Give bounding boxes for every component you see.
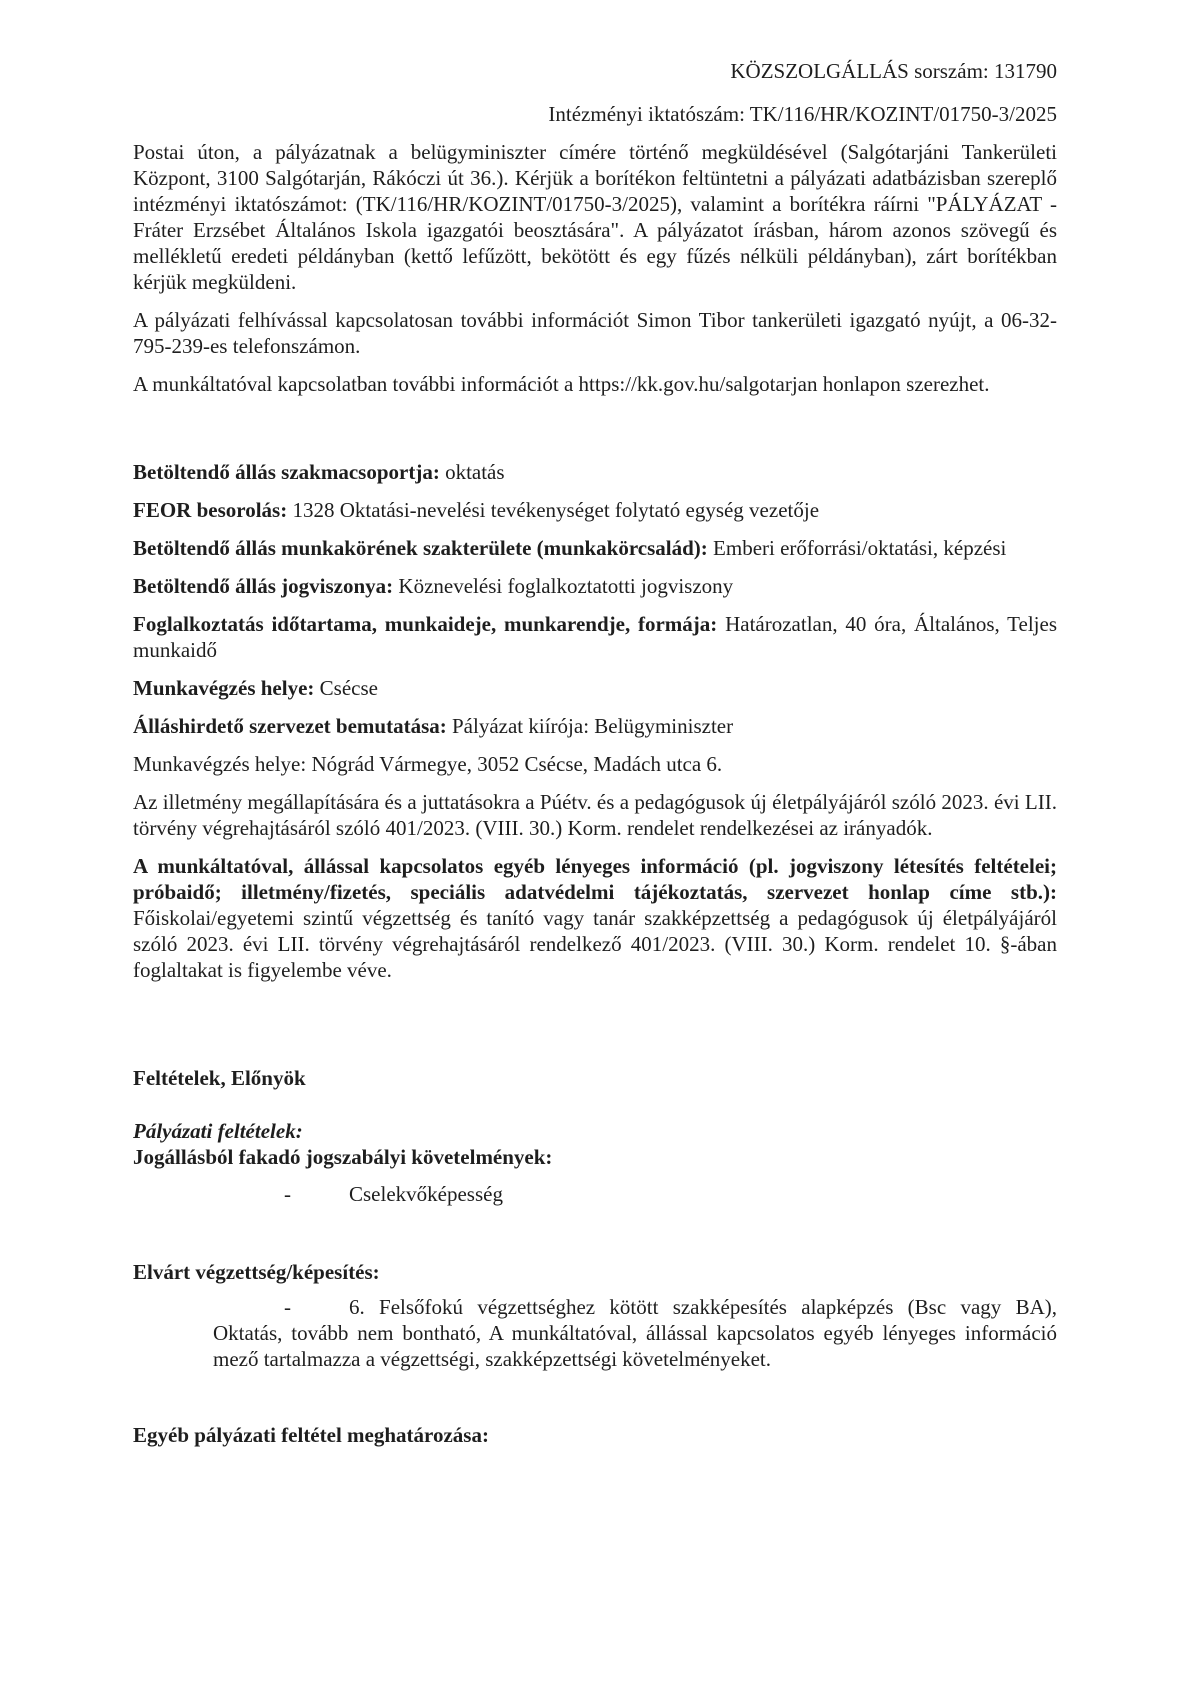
detail-row-work-location — [133, 675, 1057, 701]
detail-label: Álláshirdető szervezet bemutatása: — [133, 714, 447, 738]
detail-row-legal-relationship — [133, 573, 1057, 599]
detail-label: Munkavégzés helye: — [133, 676, 315, 700]
detail-row-advertiser — [133, 713, 1057, 739]
detail-label: Betöltendő állás jogviszonya: — [133, 574, 394, 598]
postal-instructions-paragraph: Postai úton, a pályázatnak a belügyminiszter címére történő megküldésével (Salgótarjáni Tankerületi Központ, 3100 Salgótarján, Rákóczi út 36.). Kérjük a borítékon feltüntetni a pályázati adatbázisban szereplő intézményi iktatószámot: (TK/116/HR/KOZINT/01750-3/2025), valamint a borítékra ráírni "PÁLYÁZAT - Fráter Erzsébet Általános Iskola igazgatói beosztására". A pályázatot írásban, három azonos szövegű és mellékletű eredeti példányban (kettő lefűzött, bekötött és egy fűzés nélküli példányban), zárt borítékban kérjük megküldeni. — [133, 140, 1057, 294]
legal-requirements-heading: Jogállásból fakadó jogszabályi követelmények: — [133, 1145, 553, 1169]
registry-number-line: Intézményi iktatószám: TK/116/HR/KOZINT/01750-3/2025 — [548, 102, 1057, 126]
application-conditions-subheading: Pályázati feltételek: — [133, 1119, 303, 1143]
detail-row-job-family — [133, 535, 1057, 561]
detail-value: 1328 Oktatási-nevelési tevékenységet folytató egység vezetője — [287, 498, 820, 522]
legal-requirement-item — [213, 1181, 1057, 1207]
employer-website-paragraph: A munkáltatóval kapcsolatban további információt a https://kk.gov.hu/salgotarjan honlapon szerezhet. — [133, 372, 990, 396]
detail-label: Betöltendő állás szakmacsoportja: — [133, 460, 440, 484]
detail-row-profession-group — [133, 459, 1057, 485]
list-item-text: Cselekvőképesség — [349, 1182, 503, 1206]
detail-label: Foglalkoztatás időtartama, munkaideje, munkarendje, formája: — [133, 612, 718, 636]
detail-label: Betöltendő állás munkakörének szakterülete (munkakörcsalád): — [133, 536, 708, 560]
list-dash: - — [284, 1295, 291, 1319]
detail-label: FEOR besorolás: — [133, 498, 288, 522]
detail-value: Főiskolai/egyetemi szintű végzettség és tanító vagy tanár szakképzettség a pedagógusok új életpályájáról szóló 2023. évi LII. törvény végrehajtásáról rendelkező 401/2023. (VIII. 30.) Korm. rendelet 10. §-ában foglaltakat is figyelembe véve. — [133, 906, 1057, 982]
detail-row-employment-terms — [133, 611, 1057, 663]
list-dash: - — [284, 1182, 291, 1206]
detail-row-feor — [133, 497, 1057, 523]
detail-row-work-address — [133, 751, 1057, 777]
conditions-heading: Feltételek, Előnyök — [133, 1066, 306, 1090]
detail-value: Határozatlan, 40 óra, Általános, Teljes munkaidő — [133, 612, 1057, 662]
detail-row-salary — [133, 789, 1057, 841]
detail-value: oktatás — [439, 460, 505, 484]
other-condition-heading: Egyéb pályázati feltétel meghatározása: — [133, 1423, 489, 1447]
section-spacer — [133, 995, 1057, 1065]
serial-number-line: KÖZSZOLGÁLLÁS sorszám: 131790 — [730, 59, 1057, 83]
detail-value: Csécse — [314, 676, 378, 700]
list-item-text: 6. Felsőfokú végzettséghez kötött szakképesítés alapképzés (Bsc vagy BA), Oktatás, tovább nem bontható, A munkáltatóval, állással kapcsolatos egyéb lényeges információ mező tartalmazza a végzettségi, szakképzettségi követelményeket. — [213, 1295, 1057, 1371]
qualification-item — [213, 1294, 1057, 1372]
further-info-contact-paragraph: A pályázati felhívással kapcsolatosan további információt Simon Tibor tankerületi igazgató nyújt, a 06-32-795-239-es telefonszámon. — [133, 308, 1057, 358]
detail-label: A munkáltatóval, állással kapcsolatos egyéb lényeges információ (pl. jogviszony létesítés feltételei; próbaidő; illetmény/fizetés, speciális adatvédelmi tájékoztatás, szervezet honlap címe stb.): — [133, 854, 1057, 904]
detail-value: Az illetmény megállapítására és a juttatásokra a Púétv. és a pedagógusok új életpályájáról szóló 2023. évi LII. törvény végrehajtásáról szóló 401/2023. (VIII. 30.) Korm. rendelet rendelkezései az irányadók. — [133, 790, 1057, 840]
detail-value: Emberi erőforrási/oktatási, képzési — [707, 536, 1007, 560]
detail-row-other-important-info — [133, 853, 1057, 983]
detail-value: Munkavégzés helye: Nógrád Vármegye, 3052 Csécse, Madách utca 6. — [133, 752, 723, 776]
qualification-heading: Elvárt végzettség/képesítés: — [133, 1260, 380, 1284]
detail-value: Pályázat kiírója: Belügyminiszter — [446, 714, 734, 738]
detail-value: Köznevelési foglalkoztatotti jogviszony — [393, 574, 734, 598]
section-spacer — [133, 409, 1057, 459]
